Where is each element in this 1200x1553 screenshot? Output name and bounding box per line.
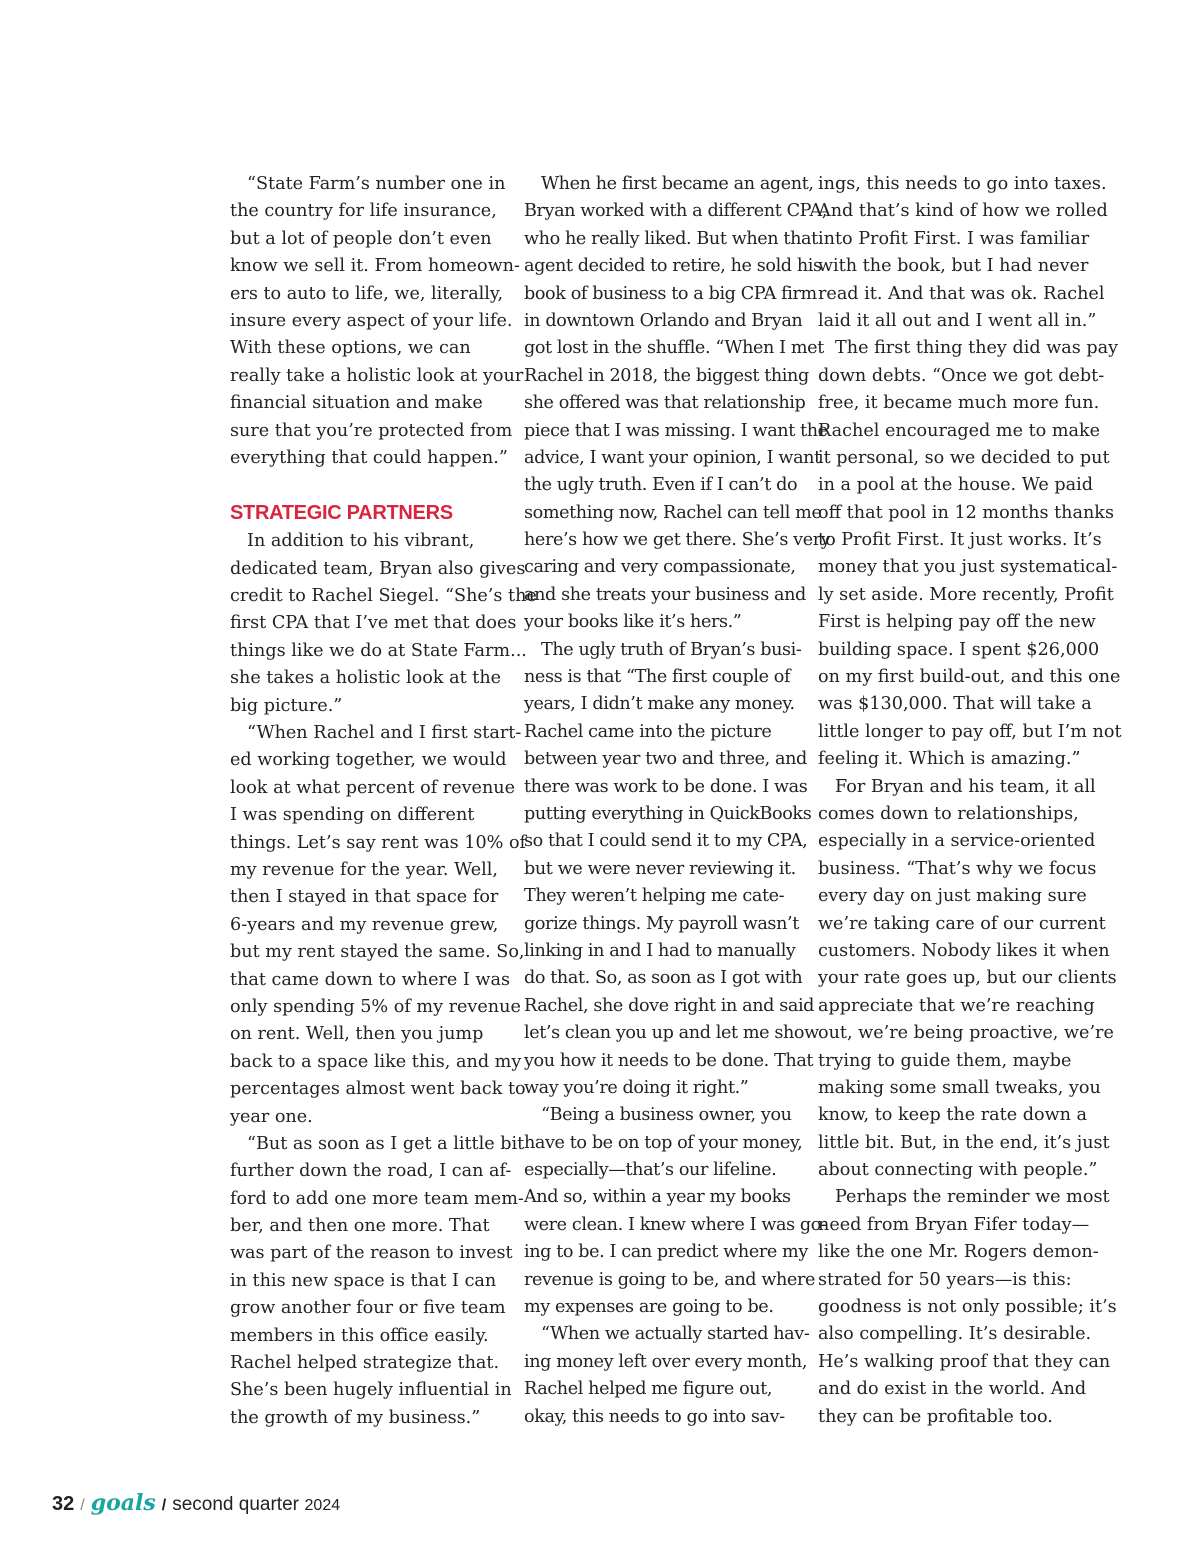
text-line: that came down to where I was <box>230 969 511 990</box>
text-line: And that’s kind of how we rolled <box>818 201 1108 222</box>
text-line: the ugly truth. Even if I can’t do <box>524 475 798 496</box>
text-line: agent decided to retire, he sold his <box>524 256 822 277</box>
text-line: sure that you’re protected from <box>230 420 513 441</box>
footer-separator: / <box>80 1497 85 1514</box>
text-line: linking in and I had to manually <box>524 940 796 961</box>
text-line: “When Rachel and I first start- <box>247 723 522 744</box>
text-line: trying to guide them, maybe <box>818 1050 1072 1071</box>
text-line: first CPA that I’ve met that does <box>230 613 517 634</box>
text-line: Rachel in 2018, the biggest thing <box>524 365 809 386</box>
text-line: book of business to a big CPA firm <box>524 283 817 304</box>
text-line: further down the road, I can af- <box>230 1161 512 1182</box>
paragraph <box>230 720 527 1131</box>
text-line: ing to be. I can predict where my <box>524 1242 808 1263</box>
paragraph <box>524 1102 827 1321</box>
text-line: building space. I spent $26,000 <box>818 639 1100 660</box>
text-line: know, to keep the rate down a <box>818 1105 1088 1126</box>
paragraph <box>230 171 524 472</box>
text-line: to Profit First. It just works. It’s <box>818 530 1102 551</box>
text-line: Rachel helped strategize that. <box>230 1353 500 1374</box>
text-line: In addition to his vibrant, <box>247 531 475 552</box>
text-line: they can be profitable too. <box>818 1406 1053 1427</box>
text-line: do that. So, as soon as I got with <box>524 968 803 989</box>
text-line: look at what percent of revenue <box>230 777 516 798</box>
text-line: goodness is not only possible; it’s <box>818 1297 1117 1318</box>
text-line: in downtown Orlando and Bryan <box>524 310 803 331</box>
text-line: ber, and then one more. That <box>230 1216 490 1237</box>
text-line: need from Bryan Fifer today— <box>818 1214 1090 1235</box>
paragraph <box>818 1184 1117 1431</box>
paragraph <box>524 171 831 637</box>
text-line: ly set aside. More recently, Profit <box>818 584 1114 605</box>
text-line: advice, I want your opinion, I want <box>524 447 821 468</box>
text-line: He’s walking proof that they can <box>818 1351 1111 1372</box>
column-3-body <box>818 171 1122 1431</box>
text-line: And so, within a year my books <box>524 1187 791 1208</box>
article-column-3 <box>818 171 1122 1431</box>
text-line: it personal, so we decided to put <box>818 447 1110 468</box>
text-line: with the book, but I had never <box>818 256 1089 277</box>
text-line: then I stayed in that space for <box>230 887 499 908</box>
text-line: strated for 50 years—is this: <box>818 1269 1072 1290</box>
section-heading-strategic-partners: STRATEGIC PARTNERS <box>230 502 453 525</box>
text-line: so that I could send it to my CPA, <box>524 831 808 852</box>
text-line: really take a holistic look at your <box>230 365 524 386</box>
text-line: Rachel, she dove right in and said <box>524 995 815 1016</box>
text-line: was $130,000. That will take a <box>818 694 1092 715</box>
text-line: revenue is going to be, and where <box>524 1269 815 1290</box>
text-line: With these options, we can <box>230 338 471 359</box>
text-line: about connecting with people.” <box>818 1160 1098 1181</box>
text-line: “State Farm’s number one in <box>247 174 506 194</box>
text-line: but we were never reviewing it. <box>524 858 796 879</box>
text-line: we’re taking care of our current <box>818 913 1106 934</box>
text-line: you how it needs to be done. That <box>524 1050 814 1071</box>
text-line: caring and very compassionate, <box>524 557 796 578</box>
column-1-intro <box>230 171 524 472</box>
text-line: things like we do at State Farm... <box>230 640 527 661</box>
text-line: “Being a business owner, you <box>541 1105 792 1126</box>
text-line: the growth of my business.” <box>230 1407 481 1428</box>
text-line: insure every aspect of your life. <box>230 310 513 331</box>
text-line: little longer to pay off, but I’m not <box>818 721 1122 742</box>
paragraph <box>230 528 537 720</box>
paragraph <box>818 335 1122 773</box>
paragraph <box>524 1321 810 1431</box>
text-line: got lost in the shuffle. “When I met <box>524 338 824 359</box>
text-line: between year two and three, and <box>524 749 807 770</box>
text-line: down debts. “Once we got debt- <box>818 365 1105 386</box>
text-line: also compelling. It’s desirable. <box>818 1324 1092 1345</box>
text-line: comes down to relationships, <box>818 803 1079 824</box>
text-line: but my rent stayed the same. So, <box>230 942 525 963</box>
text-line: For Bryan and his team, it all <box>835 776 1096 797</box>
text-line: They weren’t helping me cate- <box>524 886 785 907</box>
text-line: I was spending on different <box>230 805 475 826</box>
text-line: ness is that “The first couple of <box>524 667 791 688</box>
text-line: The first thing they did was pay <box>835 338 1119 359</box>
text-line: your books like it’s hers.” <box>524 612 742 633</box>
text-line: Bryan worked with a different CPA, <box>524 201 827 222</box>
issue-year: 2024 <box>304 1497 341 1514</box>
paragraph <box>230 1131 525 1432</box>
text-line: She’s been hugely influential in <box>230 1380 512 1401</box>
footer-separator-2: / <box>161 1497 167 1514</box>
text-line: there was work to be done. I was <box>524 776 808 797</box>
text-line: every day on just making sure <box>818 886 1087 907</box>
text-line: customers. Nobody likes it when <box>818 940 1110 961</box>
text-line: okay, this needs to go into sav- <box>524 1406 785 1427</box>
text-line: big picture.” <box>230 695 343 716</box>
text-line: Rachel helped me figure out, <box>524 1379 773 1400</box>
text-line: way you’re doing it right.” <box>524 1077 749 1098</box>
text-line: little bit. But, in the end, it’s just <box>818 1132 1110 1153</box>
column-2-body <box>524 171 831 1431</box>
text-line: making some small tweaks, you <box>818 1077 1101 1098</box>
text-line: year one. <box>230 1106 313 1127</box>
text-line: ed working together, we would <box>230 750 507 771</box>
text-line: years, I didn’t make any money. <box>524 694 795 715</box>
text-line: credit to Rachel Siegel. “She’s the <box>230 586 537 607</box>
text-line: but a lot of people don’t even <box>230 228 492 249</box>
text-line: here’s how we get there. She’s very <box>524 530 831 551</box>
column-1-body <box>230 528 537 1432</box>
text-line: financial situation and make <box>230 393 483 414</box>
page-footer <box>52 1488 340 1518</box>
text-line: let’s clean you up and let me show <box>524 1023 819 1044</box>
text-line: your rate goes up, but our clients <box>818 968 1117 989</box>
text-line: putting everything in QuickBooks <box>524 803 812 824</box>
text-line: who he really liked. But when that <box>524 228 818 249</box>
text-line: only spending 5% of my revenue <box>230 996 521 1017</box>
text-line: out, we’re being proactive, we’re <box>818 1023 1114 1044</box>
page-number: 32 <box>52 1493 75 1515</box>
text-line: was part of the reason to invest <box>230 1243 513 1264</box>
text-line: members in this office easily. <box>230 1325 489 1346</box>
text-line: like the one Mr. Rogers demon- <box>818 1242 1099 1263</box>
magazine-logo: goals <box>90 1490 156 1516</box>
issue-label: second quarter <box>172 1494 299 1515</box>
article-column-1 <box>230 171 537 1432</box>
text-line: ings, this needs to go into taxes. <box>818 174 1107 194</box>
text-line: especially in a service-oriented <box>818 831 1096 852</box>
paragraph <box>818 774 1117 1185</box>
text-line: in a pool at the house. We paid <box>818 475 1094 496</box>
text-line: gorize things. My payroll wasn’t <box>524 913 799 934</box>
text-line: know we sell it. From homeown- <box>230 256 520 277</box>
text-line: ers to auto to life, we, literally, <box>230 283 504 304</box>
text-line: ford to add one more team mem- <box>230 1188 524 1209</box>
text-line: appreciate that we’re reaching <box>818 995 1095 1016</box>
text-line: back to a space like this, and my <box>230 1051 522 1072</box>
text-line: my revenue for the year. Well, <box>230 859 498 880</box>
text-line: ing money left over every month, <box>524 1351 808 1372</box>
text-line: and do exist in the world. And <box>818 1379 1087 1400</box>
text-line: The ugly truth of Bryan’s busi- <box>541 639 802 660</box>
article-column-2 <box>524 171 831 1431</box>
text-line: Perhaps the reminder we most <box>835 1187 1110 1208</box>
text-line: First is helping pay off the new <box>818 612 1096 633</box>
text-line: were clean. I knew where I was go- <box>524 1214 827 1235</box>
text-line: have to be on top of your money, <box>524 1132 803 1153</box>
text-line: business. “That’s why we focus <box>818 858 1097 879</box>
paragraph <box>818 171 1108 335</box>
text-line: piece that I was missing. I want the <box>524 420 828 441</box>
text-line: my expenses are going to be. <box>524 1297 774 1318</box>
text-line: on rent. Well, then you jump <box>230 1024 484 1045</box>
text-line: in this new space is that I can <box>230 1270 497 1291</box>
text-line: money that you just systematical- <box>818 557 1118 578</box>
text-line: 6-years and my revenue grew, <box>230 914 499 935</box>
text-line: and she treats your business and <box>524 584 806 605</box>
text-line: things. Let’s say rent was 10% of <box>230 832 527 853</box>
text-line: When he first became an agent, <box>541 174 814 194</box>
text-line: “When we actually started hav- <box>541 1324 810 1345</box>
text-line: everything that could happen.” <box>230 447 508 468</box>
text-line: dedicated team, Bryan also gives <box>230 558 526 579</box>
text-line: the country for life insurance, <box>230 201 497 222</box>
text-line: percentages almost went back to <box>230 1079 526 1100</box>
text-line: Rachel came into the picture <box>524 721 772 742</box>
text-line: laid it all out and I went all in.” <box>818 310 1097 331</box>
text-line: something now, Rachel can tell me <box>524 502 822 523</box>
text-line: Rachel encouraged me to make <box>818 420 1101 441</box>
text-line: feeling it. Which is amazing.” <box>818 749 1081 770</box>
text-line: on my first build-out, and this one <box>818 667 1121 688</box>
paragraph <box>524 637 819 1103</box>
text-line: she takes a holistic look at the <box>230 668 502 689</box>
text-line: free, it became much more fun. <box>818 393 1100 414</box>
text-line: read it. And that was ok. Rachel <box>818 283 1105 304</box>
text-line: especially—that’s our lifeline. <box>524 1160 777 1181</box>
text-line: she offered was that relationship <box>524 393 806 414</box>
text-line: into Profit First. I was familiar <box>818 228 1090 249</box>
text-line: grow another four or five team <box>230 1298 506 1319</box>
text-line: off that pool in 12 months thanks <box>818 502 1114 523</box>
text-line: “But as soon as I get a little bit <box>247 1133 525 1154</box>
